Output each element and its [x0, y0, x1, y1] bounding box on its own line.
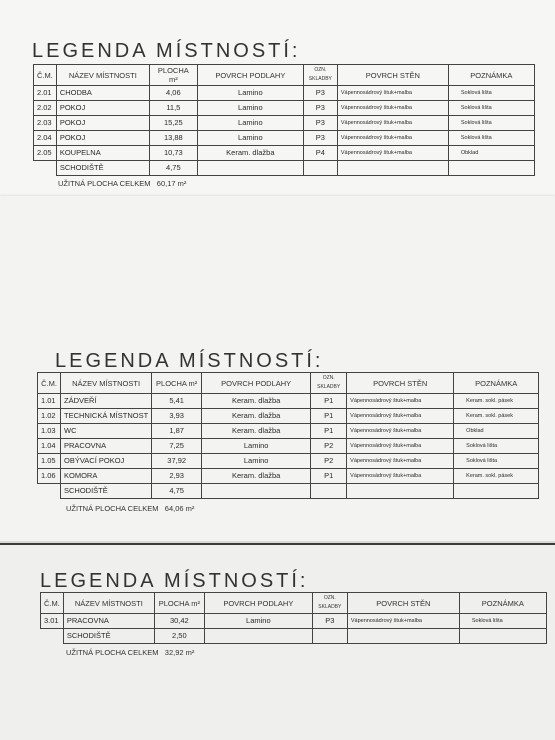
cell-room-name: ZÁDVEŘÍ	[61, 394, 152, 409]
cell-note: Soklová lišta	[454, 454, 539, 469]
table-row	[41, 629, 547, 644]
cell-room-number: 3.01	[41, 614, 64, 629]
column-header-floor-layer-code: OZN. SKLADBY	[311, 373, 347, 394]
cell-floor-layer-code: P3	[303, 116, 337, 131]
cell-room-name: POKOJ	[56, 131, 149, 146]
cell-wall-surface: Vápennosádrový štuk+malba	[337, 86, 448, 101]
cell-note: Keram. sokl. pásek	[454, 394, 539, 409]
drawing-sheet-floor-2	[0, 0, 555, 196]
cell-floor-surface: Lamino	[204, 614, 312, 629]
column-header-room-number: Č.M.	[41, 593, 64, 614]
cell-room-name: WC	[61, 424, 152, 439]
total-area-label: UŽITNÁ PLOCHA CELKEM	[66, 504, 159, 513]
table-row	[38, 439, 539, 454]
table-row	[34, 146, 535, 161]
table-row	[34, 86, 535, 101]
cell-room-number: 2.05	[34, 146, 57, 161]
header-row	[34, 65, 535, 86]
column-header-area: PLOCHA m²	[154, 593, 204, 614]
table-row	[38, 394, 539, 409]
cell-room-name: SCHODIŠTĚ	[63, 629, 154, 644]
cell-floor-surface: Keram. dlažba	[202, 409, 311, 424]
table-row	[38, 409, 539, 424]
cell-note: Soklová lišta	[448, 86, 534, 101]
cell-room-name: CHODBA	[56, 86, 149, 101]
cell-floor-surface	[202, 484, 311, 499]
cell-area: 10,73	[149, 146, 197, 161]
cell-room-number: 1.06	[38, 469, 61, 484]
cell-note: Soklová lišta	[448, 131, 534, 146]
cell-room-name: SCHODIŠTĚ	[56, 161, 149, 176]
cell-floor-surface: Lamino	[197, 101, 303, 116]
header-row	[41, 593, 547, 614]
cell-floor-layer-code: P2	[311, 454, 347, 469]
column-header-area: PLOCHA m²	[152, 373, 202, 394]
drawing-sheet-floor-1	[0, 196, 555, 541]
cell-room-number	[34, 161, 57, 176]
cell-area: 4,75	[149, 161, 197, 176]
cell-floor-layer-code: P3	[312, 614, 347, 629]
cell-room-number: 2.03	[34, 116, 57, 131]
table-row	[34, 116, 535, 131]
cell-note: Keram. sokl. pásek	[454, 409, 539, 424]
room-legend-table-floor-1	[37, 372, 539, 499]
room-legend-table-floor-2	[33, 64, 535, 176]
column-header-note: POZNÁMKA	[448, 65, 534, 86]
cell-room-name: POKOJ	[56, 101, 149, 116]
cell-room-name: SCHODIŠTĚ	[61, 484, 152, 499]
cell-floor-surface: Lamino	[197, 116, 303, 131]
cell-note: Obklad	[454, 424, 539, 439]
cell-floor-surface: Keram. dlažba	[202, 424, 311, 439]
cell-floor-layer-code: P4	[303, 146, 337, 161]
cell-room-name: OBÝVACÍ POKOJ	[61, 454, 152, 469]
legend-title: LEGENDA MÍSTNOSTÍ:	[32, 40, 301, 62]
cell-note: Soklová lišta	[459, 614, 546, 629]
cell-floor-layer-code: P2	[311, 439, 347, 454]
cell-room-name: KOMORA	[61, 469, 152, 484]
total-area	[58, 179, 186, 188]
table-row	[34, 131, 535, 146]
cell-room-number: 1.03	[38, 424, 61, 439]
cell-area: 1,87	[152, 424, 202, 439]
cell-floor-surface: Lamino	[202, 454, 311, 469]
table-row	[34, 101, 535, 116]
cell-room-number: 1.04	[38, 439, 61, 454]
column-header-room-name: NÁZEV MÍSTNOSTI	[61, 373, 152, 394]
table-row	[38, 454, 539, 469]
cell-wall-surface: Vápennosádrový štuk+malba	[337, 146, 448, 161]
cell-floor-surface: Keram. dlažba	[197, 146, 303, 161]
table-row	[34, 161, 535, 176]
cell-area: 4,75	[152, 484, 202, 499]
cell-room-name: KOUPELNA	[56, 146, 149, 161]
legend-title: LEGENDA MÍSTNOSTÍ:	[40, 570, 309, 592]
cell-wall-surface	[347, 629, 459, 644]
cell-floor-layer-code: P1	[311, 469, 347, 484]
total-area-value: 60,17 m²	[156, 179, 187, 188]
cell-floor-layer-code: P1	[311, 424, 347, 439]
cell-wall-surface: Vápennosádrový štuk+malba	[337, 131, 448, 146]
column-header-room-name: NÁZEV MÍSTNOSTI	[56, 65, 149, 86]
column-header-floor-surface: POVRCH PODLAHY	[204, 593, 312, 614]
cell-floor-layer-code: P3	[303, 131, 337, 146]
cell-floor-layer-code: P3	[303, 101, 337, 116]
legend-title: LEGENDA MÍSTNOSTÍ:	[55, 350, 324, 372]
cell-floor-surface	[204, 629, 312, 644]
cell-wall-surface: Vápennosádrový štuk+malba	[347, 424, 454, 439]
cell-wall-surface: Vápennosádrový štuk+malba	[347, 394, 454, 409]
cell-room-number: 1.01	[38, 394, 61, 409]
cell-area: 30,42	[154, 614, 204, 629]
cell-wall-surface	[337, 161, 448, 176]
cell-room-number: 2.04	[34, 131, 57, 146]
cell-area: 11,5	[149, 101, 197, 116]
cell-area: 3,93	[152, 409, 202, 424]
cell-wall-surface: Vápennosádrový štuk+malba	[347, 454, 454, 469]
cell-wall-surface: Vápennosádrový štuk+malba	[347, 409, 454, 424]
cell-note	[448, 161, 534, 176]
total-area-value: 64,06 m²	[164, 504, 195, 513]
cell-note: Soklová lišta	[448, 116, 534, 131]
cell-room-name: POKOJ	[56, 116, 149, 131]
total-area	[66, 648, 194, 657]
cell-room-number: 1.02	[38, 409, 61, 424]
cell-note: Soklová lišta	[448, 101, 534, 116]
cell-floor-surface: Lamino	[197, 131, 303, 146]
cell-wall-surface: Vápennosádrový štuk+malba	[337, 101, 448, 116]
cell-floor-layer-code	[311, 484, 347, 499]
cell-wall-surface: Vápennosádrový štuk+malba	[347, 439, 454, 454]
cell-area: 15,25	[149, 116, 197, 131]
column-header-note: POZNÁMKA	[459, 593, 546, 614]
cell-floor-surface: Keram. dlažba	[202, 469, 311, 484]
cell-wall-surface	[347, 484, 454, 499]
cell-floor-layer-code: P3	[303, 86, 337, 101]
cell-room-number: 1.05	[38, 454, 61, 469]
cell-floor-layer-code: P1	[311, 409, 347, 424]
cell-wall-surface: Vápennosádrový štuk+malba	[347, 469, 454, 484]
total-area-label: UŽITNÁ PLOCHA CELKEM	[58, 179, 151, 188]
cell-note: Soklová lišta	[454, 439, 539, 454]
table-row	[38, 424, 539, 439]
cell-room-name: PRACOVNA	[61, 439, 152, 454]
cell-note	[459, 629, 546, 644]
table-row	[38, 469, 539, 484]
cell-area: 37,92	[152, 454, 202, 469]
total-area-value: 32,92 m²	[164, 648, 195, 657]
cell-floor-surface: Keram. dlažba	[202, 394, 311, 409]
drawing-sheet-floor-3	[0, 543, 555, 740]
column-header-room-number: Č.M.	[38, 373, 61, 394]
cell-room-name: TECHNICKÁ MÍSTNOST	[61, 409, 152, 424]
cell-wall-surface: Vápennosádrový štuk+malba	[347, 614, 459, 629]
column-header-area: PLOCHA m²	[149, 65, 197, 86]
cell-floor-layer-code	[303, 161, 337, 176]
table-row	[41, 614, 547, 629]
table-row	[38, 484, 539, 499]
cell-floor-surface: Lamino	[202, 439, 311, 454]
cell-area: 7,25	[152, 439, 202, 454]
cell-wall-surface: Vápennosádrový štuk+malba	[337, 116, 448, 131]
column-header-floor-surface: POVRCH PODLAHY	[197, 65, 303, 86]
cell-floor-surface	[197, 161, 303, 176]
column-header-wall-surface: POVRCH STĚN	[347, 593, 459, 614]
column-header-wall-surface: POVRCH STĚN	[347, 373, 454, 394]
column-header-wall-surface: POVRCH STĚN	[337, 65, 448, 86]
cell-floor-layer-code	[312, 629, 347, 644]
cell-floor-surface: Lamino	[197, 86, 303, 101]
cell-room-number	[41, 629, 64, 644]
cell-note	[454, 484, 539, 499]
total-area	[66, 504, 194, 513]
cell-room-number	[38, 484, 61, 499]
room-legend-table-floor-3	[40, 592, 547, 644]
column-header-floor-layer-code: OZN. SKLADBY	[312, 593, 347, 614]
cell-area: 2,50	[154, 629, 204, 644]
column-header-room-number: Č.M.	[34, 65, 57, 86]
total-area-label: UŽITNÁ PLOCHA CELKEM	[66, 648, 159, 657]
cell-room-name: PRACOVNA	[63, 614, 154, 629]
column-header-floor-layer-code: OZN. SKLADBY	[303, 65, 337, 86]
column-header-floor-surface: POVRCH PODLAHY	[202, 373, 311, 394]
cell-area: 13,88	[149, 131, 197, 146]
cell-area: 2,93	[152, 469, 202, 484]
cell-note: Obklad	[448, 146, 534, 161]
cell-floor-layer-code: P1	[311, 394, 347, 409]
cell-room-number: 2.01	[34, 86, 57, 101]
cell-note: Keram. sokl. pásek	[454, 469, 539, 484]
column-header-note: POZNÁMKA	[454, 373, 539, 394]
column-header-room-name: NÁZEV MÍSTNOSTI	[63, 593, 154, 614]
cell-area: 4,06	[149, 86, 197, 101]
header-row	[38, 373, 539, 394]
cell-area: 5,41	[152, 394, 202, 409]
cell-room-number: 2.02	[34, 101, 57, 116]
